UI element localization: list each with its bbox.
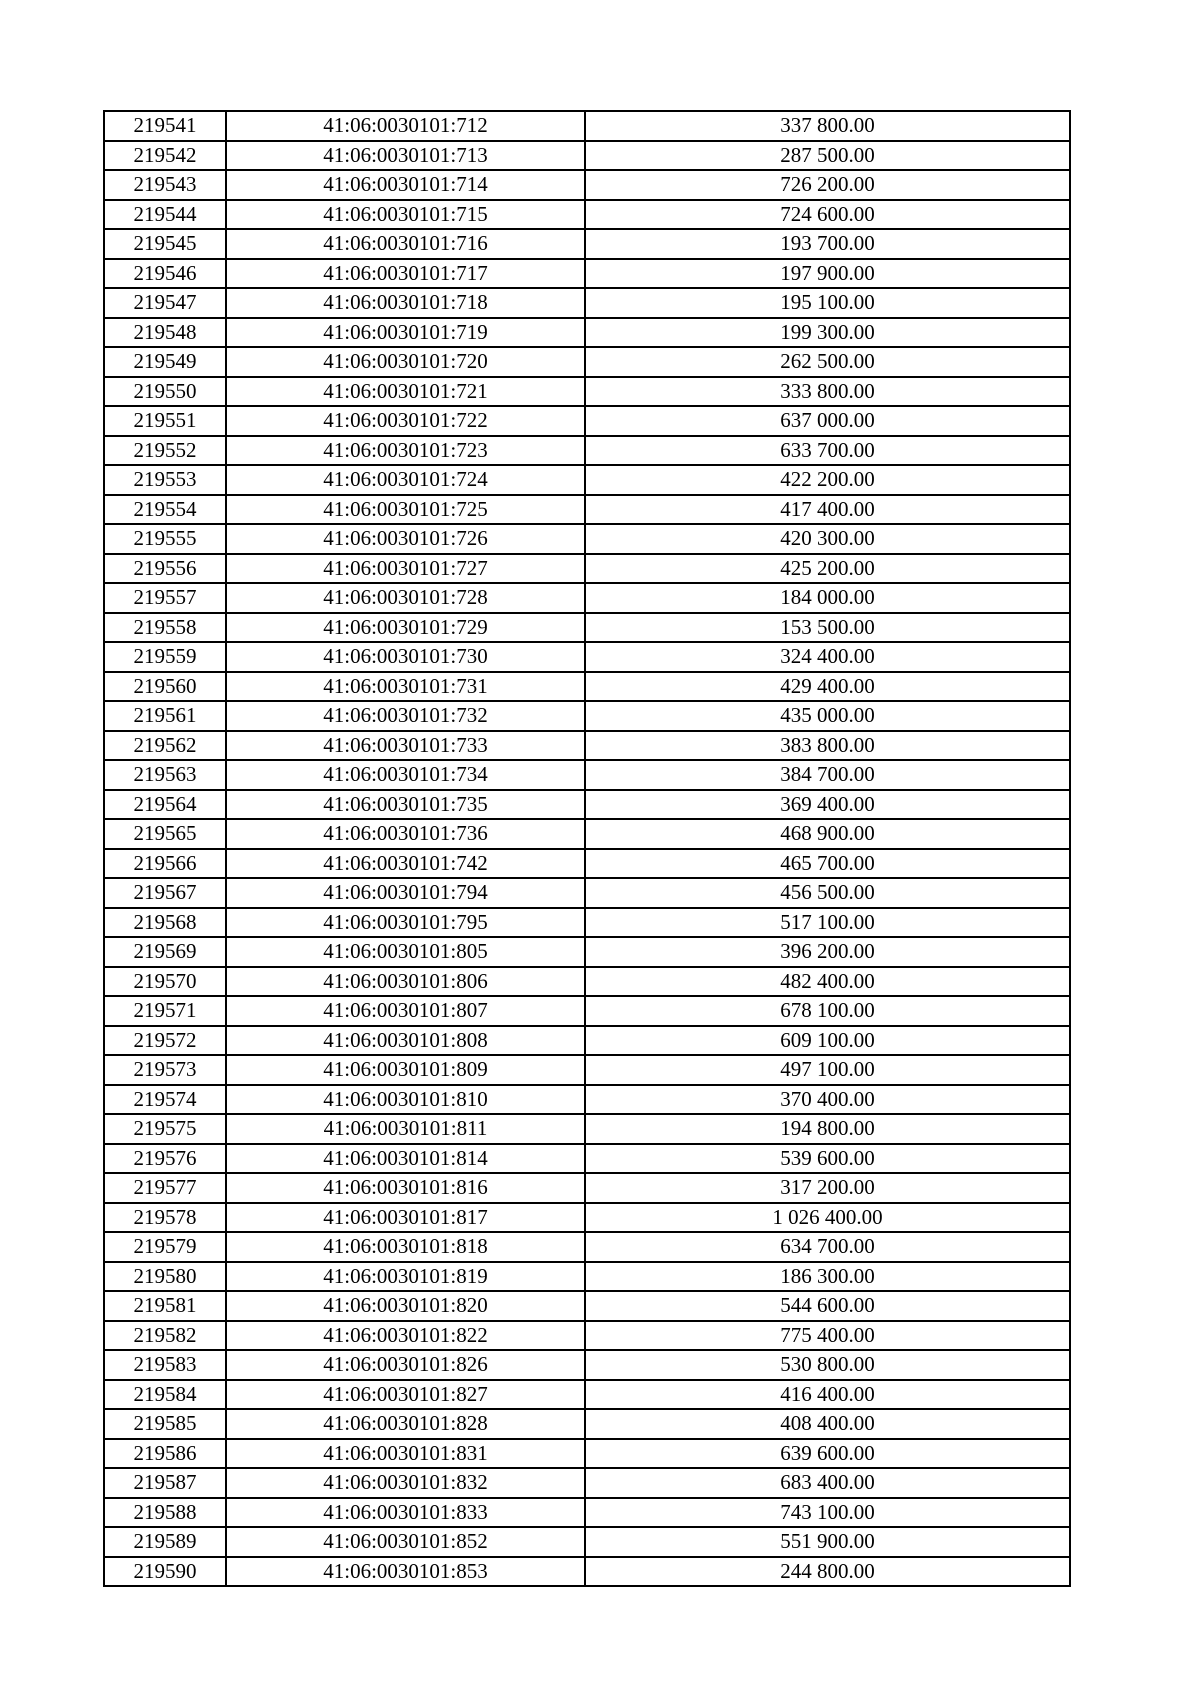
cadastral-number-cell: 41:06:0030101:733 [226, 731, 585, 761]
row-number-cell: 219560 [104, 672, 226, 702]
cadastral-value-cell: 743 100.00 [585, 1498, 1070, 1528]
table-row [104, 996, 1070, 1026]
cadastral-value-cell: 683 400.00 [585, 1468, 1070, 1498]
table-row [104, 1173, 1070, 1203]
table-row [104, 1527, 1070, 1557]
row-number-cell: 219580 [104, 1262, 226, 1292]
row-number-cell: 219581 [104, 1291, 226, 1321]
cadastral-number-cell: 41:06:0030101:721 [226, 377, 585, 407]
cadastral-value-cell: 324 400.00 [585, 642, 1070, 672]
cadastral-number-cell: 41:06:0030101:718 [226, 288, 585, 318]
table-row [104, 583, 1070, 613]
cadastral-number-cell: 41:06:0030101:808 [226, 1026, 585, 1056]
cadastral-value-cell: 337 800.00 [585, 111, 1070, 141]
cadastral-value-cell: 422 200.00 [585, 465, 1070, 495]
row-number-cell: 219569 [104, 937, 226, 967]
row-number-cell: 219550 [104, 377, 226, 407]
cadastral-number-cell: 41:06:0030101:822 [226, 1321, 585, 1351]
row-number-cell: 219567 [104, 878, 226, 908]
cadastral-number-cell: 41:06:0030101:833 [226, 1498, 585, 1528]
cadastral-value-cell: 333 800.00 [585, 377, 1070, 407]
row-number-cell: 219579 [104, 1232, 226, 1262]
table-row [104, 1055, 1070, 1085]
row-number-cell: 219589 [104, 1527, 226, 1557]
cadastral-number-cell: 41:06:0030101:827 [226, 1380, 585, 1410]
table-row [104, 672, 1070, 702]
cadastral-number-cell: 41:06:0030101:809 [226, 1055, 585, 1085]
table-row [104, 1380, 1070, 1410]
table-row [104, 1439, 1070, 1469]
table-row [104, 819, 1070, 849]
cadastral-value-cell: 425 200.00 [585, 554, 1070, 584]
cadastral-value-cell: 775 400.00 [585, 1321, 1070, 1351]
cadastral-number-cell: 41:06:0030101:742 [226, 849, 585, 879]
cadastral-number-cell: 41:06:0030101:826 [226, 1350, 585, 1380]
table-row [104, 849, 1070, 879]
table-row [104, 259, 1070, 289]
row-number-cell: 219557 [104, 583, 226, 613]
row-number-cell: 219577 [104, 1173, 226, 1203]
table-row [104, 377, 1070, 407]
cadastral-value-cell: 370 400.00 [585, 1085, 1070, 1115]
cadastral-value-cell: 184 000.00 [585, 583, 1070, 613]
cadastral-number-cell: 41:06:0030101:820 [226, 1291, 585, 1321]
cadastral-number-cell: 41:06:0030101:816 [226, 1173, 585, 1203]
cadastral-value-cell: 633 700.00 [585, 436, 1070, 466]
cadastral-value-cell: 497 100.00 [585, 1055, 1070, 1085]
cadastral-value-cell: 396 200.00 [585, 937, 1070, 967]
cadastral-number-cell: 41:06:0030101:794 [226, 878, 585, 908]
cadastral-value-cell: 195 100.00 [585, 288, 1070, 318]
cadastral-value-cell: 456 500.00 [585, 878, 1070, 908]
cadastral-number-cell: 41:06:0030101:716 [226, 229, 585, 259]
table-row [104, 111, 1070, 141]
cadastral-number-cell: 41:06:0030101:731 [226, 672, 585, 702]
table-row [104, 1262, 1070, 1292]
cadastral-number-cell: 41:06:0030101:717 [226, 259, 585, 289]
cadastral-number-cell: 41:06:0030101:730 [226, 642, 585, 672]
row-number-cell: 219546 [104, 259, 226, 289]
cadastral-value-cell: 369 400.00 [585, 790, 1070, 820]
cadastral-number-cell: 41:06:0030101:814 [226, 1144, 585, 1174]
row-number-cell: 219585 [104, 1409, 226, 1439]
cadastral-value-cell: 634 700.00 [585, 1232, 1070, 1262]
cadastral-number-cell: 41:06:0030101:734 [226, 760, 585, 790]
row-number-cell: 219563 [104, 760, 226, 790]
row-number-cell: 219541 [104, 111, 226, 141]
row-number-cell: 219562 [104, 731, 226, 761]
row-number-cell: 219570 [104, 967, 226, 997]
row-number-cell: 219545 [104, 229, 226, 259]
cadastral-value-cell: 384 700.00 [585, 760, 1070, 790]
cadastral-number-cell: 41:06:0030101:811 [226, 1114, 585, 1144]
cadastral-number-cell: 41:06:0030101:713 [226, 141, 585, 171]
cadastral-value-cell: 435 000.00 [585, 701, 1070, 731]
cadastral-number-cell: 41:06:0030101:732 [226, 701, 585, 731]
row-number-cell: 219559 [104, 642, 226, 672]
cadastral-value-cell: 468 900.00 [585, 819, 1070, 849]
cadastral-number-cell: 41:06:0030101:727 [226, 554, 585, 584]
table-row [104, 1409, 1070, 1439]
cadastral-value-cell: 383 800.00 [585, 731, 1070, 761]
table-row [104, 1468, 1070, 1498]
cadastral-value-cell: 609 100.00 [585, 1026, 1070, 1056]
row-number-cell: 219588 [104, 1498, 226, 1528]
row-number-cell: 219552 [104, 436, 226, 466]
table-row [104, 170, 1070, 200]
cadastral-number-cell: 41:06:0030101:720 [226, 347, 585, 377]
table-row [104, 436, 1070, 466]
table-row [104, 1114, 1070, 1144]
row-number-cell: 219565 [104, 819, 226, 849]
cadastral-number-cell: 41:06:0030101:723 [226, 436, 585, 466]
table-row [104, 760, 1070, 790]
table-row [104, 790, 1070, 820]
row-number-cell: 219568 [104, 908, 226, 938]
row-number-cell: 219587 [104, 1468, 226, 1498]
table-row [104, 731, 1070, 761]
table-row [104, 288, 1070, 318]
cadastral-value-cell: 417 400.00 [585, 495, 1070, 525]
table-row [104, 1498, 1070, 1528]
table-row [104, 967, 1070, 997]
table-row [104, 613, 1070, 643]
cadastral-value-cell: 724 600.00 [585, 200, 1070, 230]
cadastral-value-cell: 429 400.00 [585, 672, 1070, 702]
table-row [104, 1291, 1070, 1321]
row-number-cell: 219586 [104, 1439, 226, 1469]
cadastral-number-cell: 41:06:0030101:852 [226, 1527, 585, 1557]
row-number-cell: 219542 [104, 141, 226, 171]
row-number-cell: 219572 [104, 1026, 226, 1056]
cadastral-value-cell: 482 400.00 [585, 967, 1070, 997]
cadastral-number-cell: 41:06:0030101:831 [226, 1439, 585, 1469]
table-body [104, 111, 1070, 1586]
table-row [104, 1085, 1070, 1115]
table-row [104, 1026, 1070, 1056]
row-number-cell: 219564 [104, 790, 226, 820]
cadastral-value-cell: 317 200.00 [585, 1173, 1070, 1203]
cadastral-value-cell: 194 800.00 [585, 1114, 1070, 1144]
cadastral-number-cell: 41:06:0030101:795 [226, 908, 585, 938]
table-row [104, 495, 1070, 525]
table-row [104, 878, 1070, 908]
cadastral-value-cell: 1 026 400.00 [585, 1203, 1070, 1233]
cadastral-number-cell: 41:06:0030101:726 [226, 524, 585, 554]
row-number-cell: 219549 [104, 347, 226, 377]
cadastral-number-cell: 41:06:0030101:728 [226, 583, 585, 613]
cadastral-value-cell: 530 800.00 [585, 1350, 1070, 1380]
table-row [104, 347, 1070, 377]
table-row [104, 1557, 1070, 1587]
cadastral-value-cell: 539 600.00 [585, 1144, 1070, 1174]
cadastral-number-cell: 41:06:0030101:810 [226, 1085, 585, 1115]
table-row [104, 1321, 1070, 1351]
table-row [104, 701, 1070, 731]
cadastral-value-table [103, 110, 1071, 1587]
table-row [104, 318, 1070, 348]
table-row [104, 1144, 1070, 1174]
table-row [104, 141, 1070, 171]
cadastral-number-cell: 41:06:0030101:724 [226, 465, 585, 495]
table-row [104, 642, 1070, 672]
cadastral-number-cell: 41:06:0030101:714 [226, 170, 585, 200]
row-number-cell: 219584 [104, 1380, 226, 1410]
cadastral-value-cell: 199 300.00 [585, 318, 1070, 348]
cadastral-value-cell: 186 300.00 [585, 1262, 1070, 1292]
cadastral-value-cell: 517 100.00 [585, 908, 1070, 938]
table-row [104, 200, 1070, 230]
cadastral-value-cell: 726 200.00 [585, 170, 1070, 200]
cadastral-value-cell: 193 700.00 [585, 229, 1070, 259]
cadastral-value-cell: 287 500.00 [585, 141, 1070, 171]
cadastral-value-cell: 262 500.00 [585, 347, 1070, 377]
cadastral-value-cell: 416 400.00 [585, 1380, 1070, 1410]
row-number-cell: 219543 [104, 170, 226, 200]
row-number-cell: 219547 [104, 288, 226, 318]
table-row [104, 406, 1070, 436]
row-number-cell: 219574 [104, 1085, 226, 1115]
cadastral-value-cell: 408 400.00 [585, 1409, 1070, 1439]
cadastral-number-cell: 41:06:0030101:853 [226, 1557, 585, 1587]
cadastral-number-cell: 41:06:0030101:807 [226, 996, 585, 1026]
cadastral-value-cell: 153 500.00 [585, 613, 1070, 643]
row-number-cell: 219583 [104, 1350, 226, 1380]
row-number-cell: 219544 [104, 200, 226, 230]
cadastral-number-cell: 41:06:0030101:818 [226, 1232, 585, 1262]
cadastral-number-cell: 41:06:0030101:736 [226, 819, 585, 849]
table-row [104, 554, 1070, 584]
table-row [104, 1350, 1070, 1380]
cadastral-number-cell: 41:06:0030101:832 [226, 1468, 585, 1498]
cadastral-value-cell: 544 600.00 [585, 1291, 1070, 1321]
cadastral-value-cell: 465 700.00 [585, 849, 1070, 879]
cadastral-value-cell: 637 000.00 [585, 406, 1070, 436]
row-number-cell: 219566 [104, 849, 226, 879]
row-number-cell: 219548 [104, 318, 226, 348]
row-number-cell: 219578 [104, 1203, 226, 1233]
cadastral-number-cell: 41:06:0030101:828 [226, 1409, 585, 1439]
row-number-cell: 219561 [104, 701, 226, 731]
row-number-cell: 219582 [104, 1321, 226, 1351]
cadastral-value-cell: 244 800.00 [585, 1557, 1070, 1587]
row-number-cell: 219576 [104, 1144, 226, 1174]
row-number-cell: 219571 [104, 996, 226, 1026]
cadastral-number-cell: 41:06:0030101:722 [226, 406, 585, 436]
cadastral-number-cell: 41:06:0030101:715 [226, 200, 585, 230]
cadastral-value-cell: 551 900.00 [585, 1527, 1070, 1557]
row-number-cell: 219575 [104, 1114, 226, 1144]
table-row [104, 1232, 1070, 1262]
row-number-cell: 219551 [104, 406, 226, 436]
cadastral-number-cell: 41:06:0030101:819 [226, 1262, 585, 1292]
row-number-cell: 219555 [104, 524, 226, 554]
cadastral-value-cell: 197 900.00 [585, 259, 1070, 289]
row-number-cell: 219573 [104, 1055, 226, 1085]
table-row [104, 524, 1070, 554]
cadastral-number-cell: 41:06:0030101:817 [226, 1203, 585, 1233]
cadastral-number-cell: 41:06:0030101:805 [226, 937, 585, 967]
table-row [104, 1203, 1070, 1233]
table-row [104, 229, 1070, 259]
cadastral-value-cell: 420 300.00 [585, 524, 1070, 554]
table-row [104, 937, 1070, 967]
cadastral-number-cell: 41:06:0030101:719 [226, 318, 585, 348]
row-number-cell: 219556 [104, 554, 226, 584]
cadastral-number-cell: 41:06:0030101:729 [226, 613, 585, 643]
cadastral-value-cell: 639 600.00 [585, 1439, 1070, 1469]
cadastral-number-cell: 41:06:0030101:712 [226, 111, 585, 141]
row-number-cell: 219554 [104, 495, 226, 525]
row-number-cell: 219590 [104, 1557, 226, 1587]
cadastral-number-cell: 41:06:0030101:725 [226, 495, 585, 525]
row-number-cell: 219553 [104, 465, 226, 495]
table-row [104, 908, 1070, 938]
table-row [104, 465, 1070, 495]
cadastral-number-cell: 41:06:0030101:735 [226, 790, 585, 820]
cadastral-number-cell: 41:06:0030101:806 [226, 967, 585, 997]
cadastral-value-cell: 678 100.00 [585, 996, 1070, 1026]
row-number-cell: 219558 [104, 613, 226, 643]
